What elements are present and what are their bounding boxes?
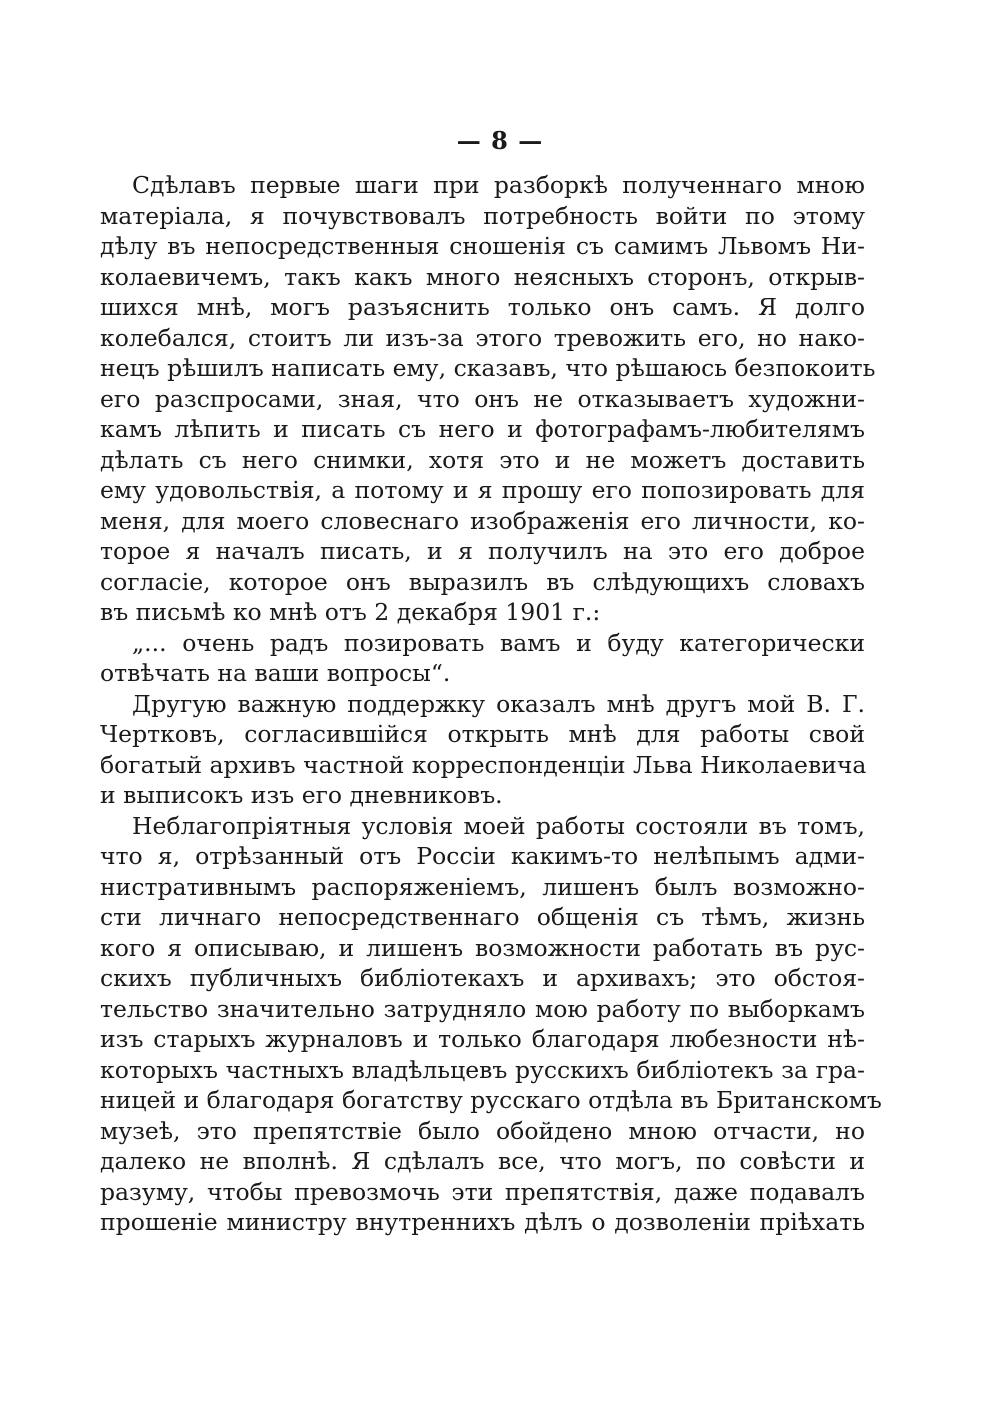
text-line: прошеніе министру внутреннихъ дѣлъ о дозволеніи пріѣхать [100, 1208, 865, 1236]
text-line: согласіе, которое онъ выразилъ въ слѣдующихъ словахъ [100, 567, 865, 596]
text-line: и выписокъ изъ его дневниковъ. [100, 781, 503, 809]
text-line: изъ старыхъ журналовъ и только благодаря любезности нѣ- [100, 1025, 865, 1053]
text-line: ницей и благодаря богатству русскаго отдѣла въ Британскомъ [100, 1086, 882, 1114]
text-line: матеріала, я почувствовалъ потребность войти по этому [100, 201, 865, 230]
text-line: нецъ рѣшилъ написать ему, сказавъ, что рѣшаюсь безпокоить [100, 354, 876, 382]
page-number: — 8 — [456, 126, 544, 155]
text-line: сти личнаго непосредственнаго общенія съ тѣмъ, жизнь [100, 903, 865, 931]
text-line: разуму, чтобы превозмочь эти препятствія, даже подавалъ [100, 1177, 865, 1206]
text-line: которыхъ частныхъ владѣльцевъ русскихъ библіотекъ за гра- [100, 1055, 865, 1084]
text-line: что я, отрѣзанный отъ Россіи какимъ-то нелѣпымъ адми- [100, 842, 865, 870]
text-line: шихся мнѣ, могъ разъяснить только онъ самъ. Я долго [100, 293, 865, 321]
text-line: отвѣчать на ваши вопросы“. [100, 659, 451, 687]
text-line: дѣлу въ непосредственныя сношенія съ самимъ Львомъ Ни- [100, 232, 865, 260]
text-line: музеѣ, это препятствіе было обойдено мною отчасти, но [100, 1116, 865, 1145]
text-line: въ письмѣ ко мнѣ отъ 2 декабря 1901 г.: [100, 598, 601, 626]
text-line: Другую важную поддержку оказалъ мнѣ другъ мой В. Г. [132, 689, 865, 718]
text-line: колебался, стоитъ ли изъ-за этого тревожить его, но нако- [100, 323, 865, 352]
text-line: его разспросами, зная, что онъ не отказываетъ художни- [100, 384, 865, 413]
text-line: тельство значительно затрудняло мою работу по выборкамъ [100, 994, 865, 1023]
body-text [100, 170, 882, 1238]
text-line: меня, для моего словеснаго изображенія его личности, ко- [100, 506, 865, 535]
text-line: колаевичемъ, такъ какъ много неясныхъ сторонъ, открыв- [100, 262, 865, 291]
text-line: Чертковъ, согласившійся открыть мнѣ для работы свой [100, 720, 865, 748]
text-line: богатый архивъ частной корреспонденціи Льва Николаевича [100, 750, 867, 779]
text-line: Сдѣлавъ первые шаги при разборкѣ полученнаго мною [132, 171, 865, 199]
text-line: далеко не вполнѣ. Я сдѣлалъ все, что могъ, по совѣсти и [100, 1147, 865, 1175]
text-line: скихъ публичныхъ библіотекахъ и архивахъ; это обстоя- [100, 964, 865, 992]
text-line: ему удовольствія, а потому и я прошу его попозировать для [100, 476, 865, 504]
text-line: Неблагопріятныя условія моей работы состояли въ томъ, [132, 811, 865, 840]
text-line: нистративнымъ распоряженіемъ, лишенъ былъ возможно- [100, 872, 865, 901]
text-line: „... очень радъ позировать вамъ и буду категорически [132, 628, 865, 657]
text-line: кого я описываю, и лишенъ возможности работать въ рус- [100, 933, 865, 962]
text-line: дѣлать съ него снимки, хотя это и не можетъ доставить [100, 445, 865, 474]
text-line: торое я началъ писать, и я получилъ на это его доброе [100, 537, 865, 565]
text-line: камъ лѣпить и писать съ него и фотографамъ-любителямъ [100, 415, 865, 443]
